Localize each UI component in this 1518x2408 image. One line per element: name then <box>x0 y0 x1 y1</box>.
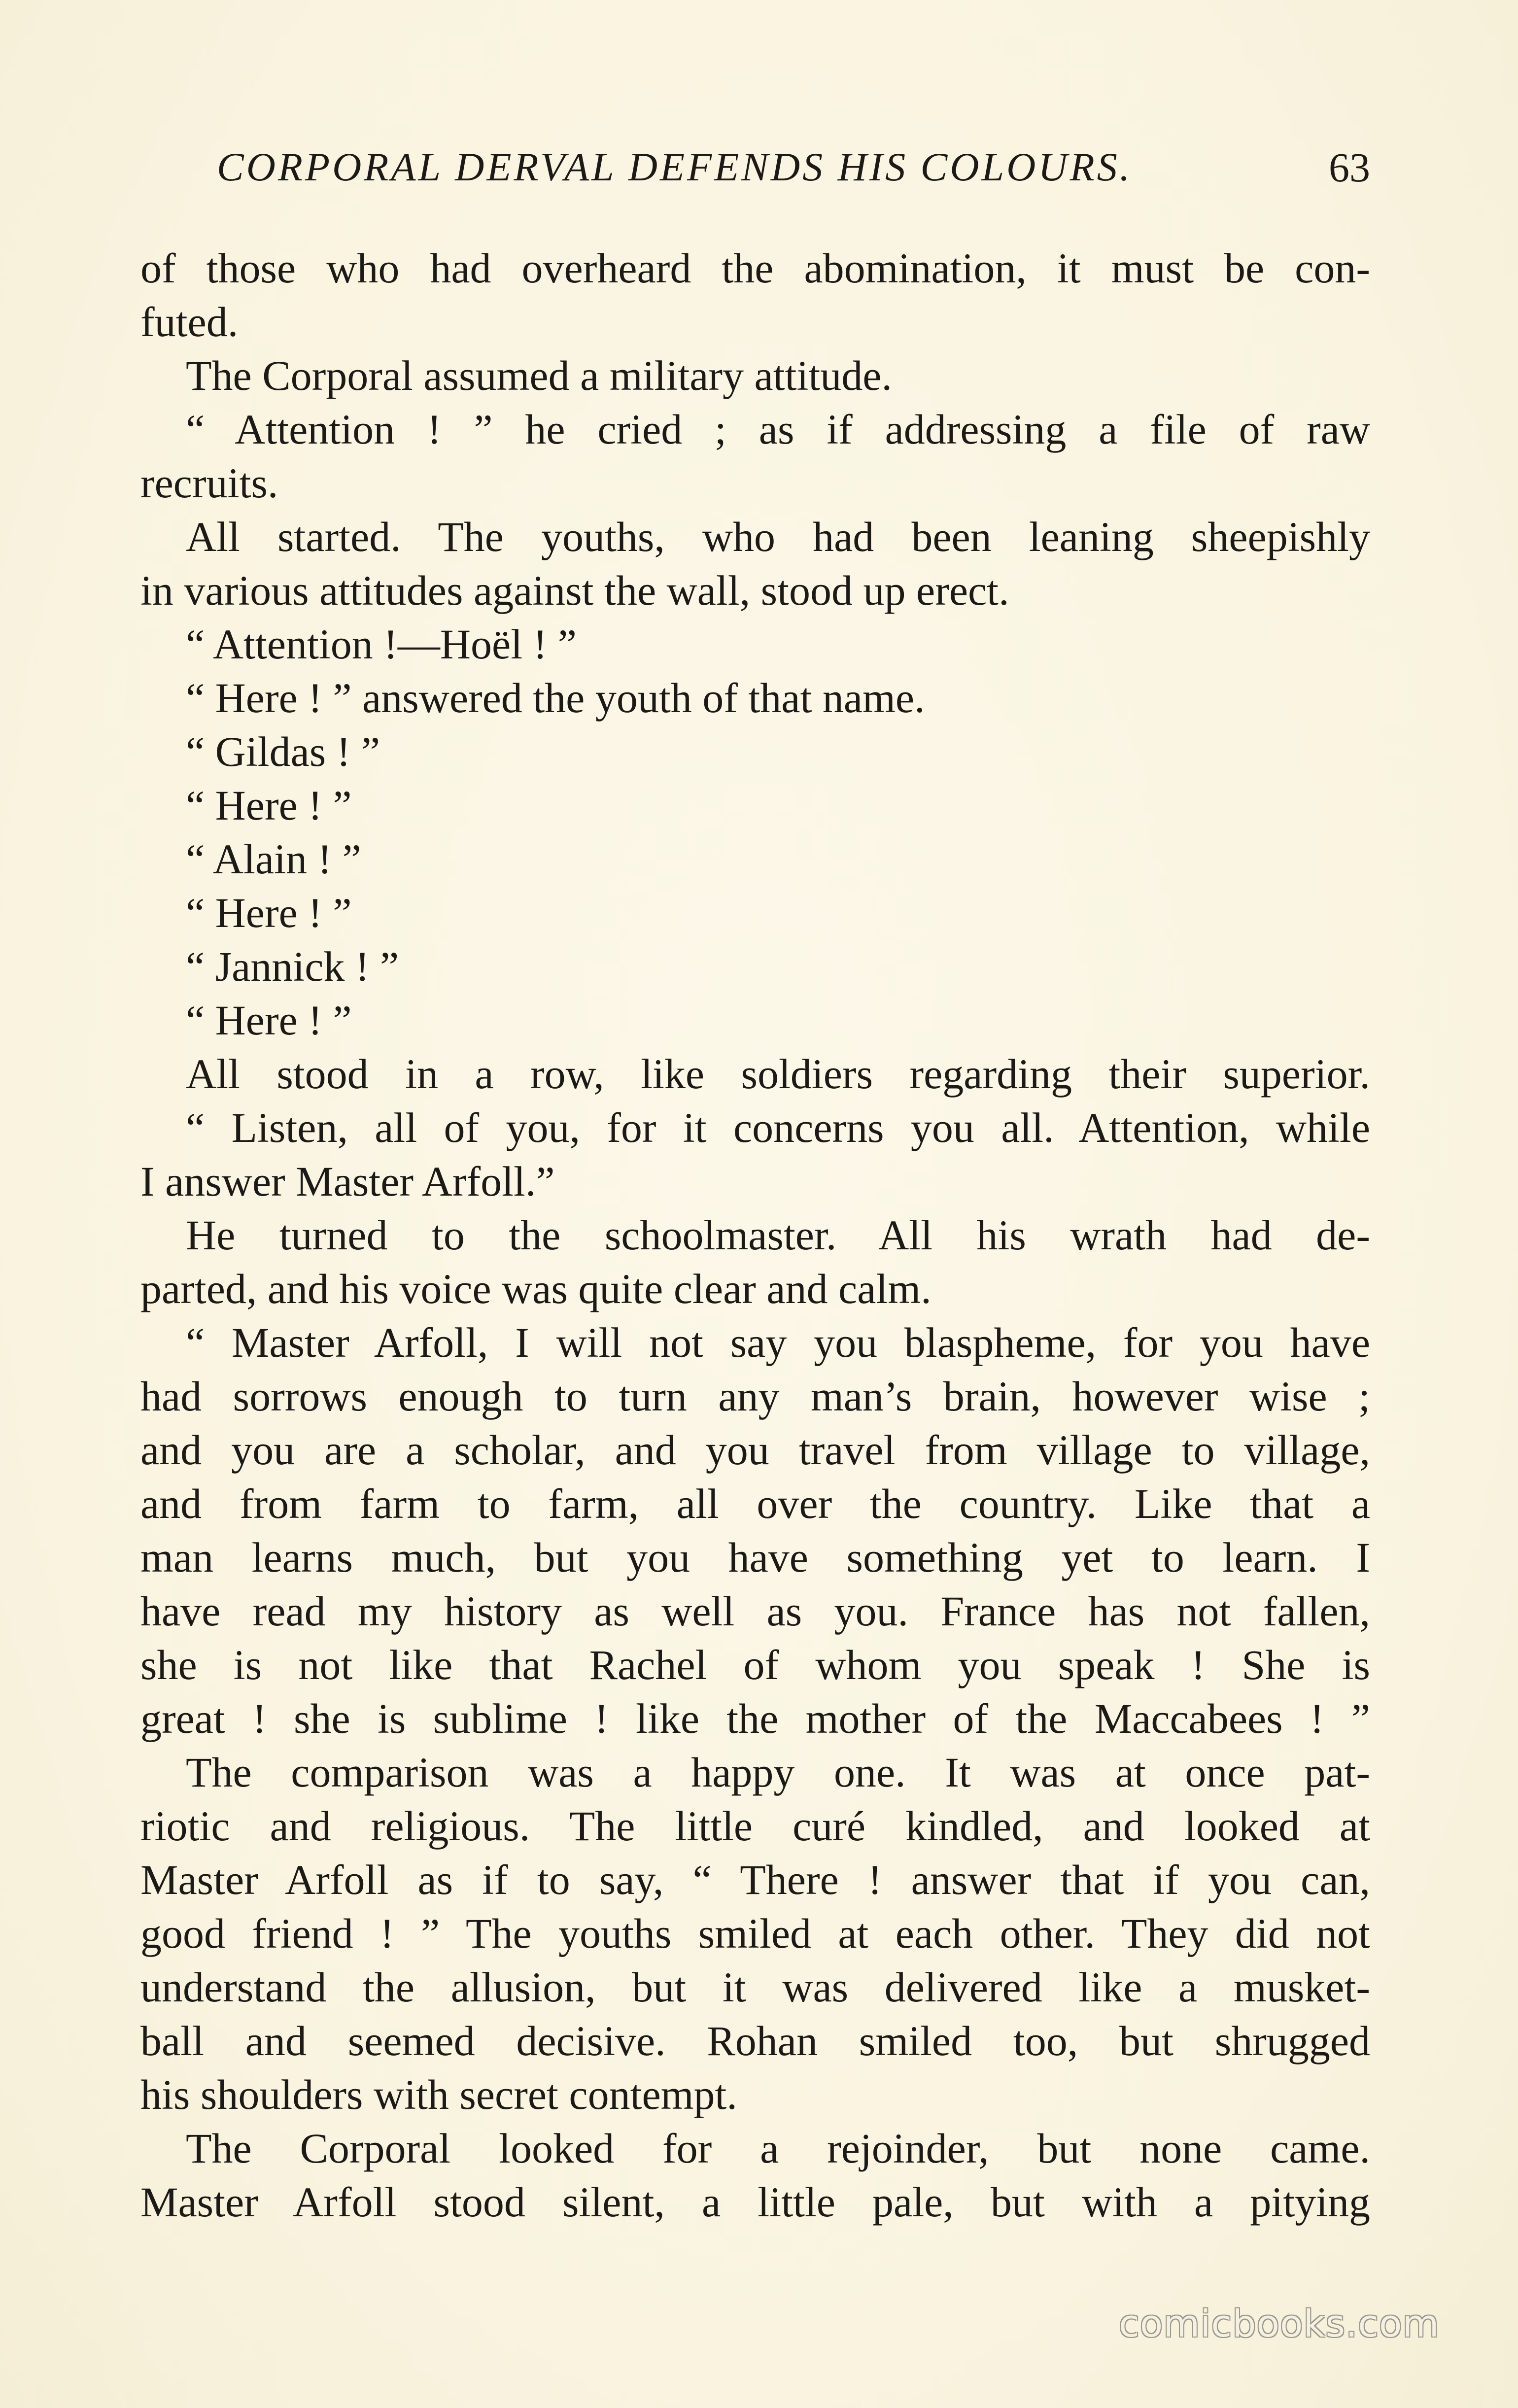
text-line: parted, and his voice was quite clear and calm. <box>140 1265 932 1312</box>
text-line: The Corporal looked for a rejoinder, but none came. <box>186 2125 1370 2172</box>
page-number: 63 <box>1329 145 1370 191</box>
text-line: Master Arfoll stood silent, a little pale, but with a pitying <box>140 2178 1370 2226</box>
text-line: and from farm to farm, all over the country. Like that a <box>140 1480 1370 1527</box>
text-line: “ Here ! ” answered the youth of that name. <box>186 674 925 722</box>
text-line: “ Jannick ! ” <box>186 943 399 990</box>
text-line: The comparison was a happy one. It was at once pat- <box>186 1749 1370 1796</box>
text-line: I answer Master Arfoll.” <box>140 1158 555 1205</box>
text-line: had sorrows enough to turn any man’s brain, however wise ; <box>140 1373 1370 1420</box>
watermark: comicbooks.com <box>1119 2302 1440 2345</box>
running-head <box>217 144 1370 203</box>
text-line: his shoulders with secret contempt. <box>140 2071 737 2118</box>
text-line: “ Attention ! ” he cried ; as if addressing a file of raw <box>186 406 1370 453</box>
text-line: recruits. <box>140 459 278 507</box>
text-line: of those who had overheard the abomination, it must be con- <box>140 244 1370 292</box>
text-line: riotic and religious. The little curé kindled, and looked at <box>140 1802 1370 1850</box>
text-line: “ Master Arfoll, I will not say you blaspheme, for you have <box>186 1319 1370 1366</box>
text-line: All stood in a row, like soldiers regarding their superior. <box>186 1050 1370 1098</box>
text-line: “ Attention !—Hoël ! ” <box>186 620 577 668</box>
text-line: “ Gildas ! ” <box>186 728 380 775</box>
text-line: ball and seemed decisive. Rohan smiled too, but shrugged <box>140 2017 1370 2064</box>
text-line: “ Here ! ” <box>186 997 352 1044</box>
text-line: great ! she is sublime ! like the mother of the Maccabees ! ” <box>140 1695 1370 1742</box>
text-line: she is not like that Rachel of whom you speak ! She is <box>140 1641 1370 1688</box>
text-line: understand the allusion, but it was delivered like a musket- <box>140 1963 1370 2011</box>
body-text <box>140 241 1370 2252</box>
text-line: “ Here ! ” <box>186 889 352 936</box>
text-line: The Corporal assumed a military attitude. <box>186 352 892 399</box>
text-line: good friend ! ” The youths smiled at each other. They did not <box>140 1910 1370 1957</box>
text-line: in various attitudes against the wall, stood up erect. <box>140 567 1009 614</box>
text-line: All started. The youths, who had been leaning sheepishly <box>186 513 1370 560</box>
text-line: “ Alain ! ” <box>186 835 361 883</box>
running-title: CORPORAL DERVAL DEFENDS HIS COLOURS. <box>217 144 1133 189</box>
text-line: “ Listen, all of you, for it concerns you all. Attention, while <box>186 1104 1370 1151</box>
text-line: “ Here ! ” <box>186 782 352 829</box>
text-line: Master Arfoll as if to say, “ There ! answer that if you can, <box>140 1856 1370 1903</box>
text-line: He turned to the schoolmaster. All his wrath had de- <box>186 1211 1370 1259</box>
text-line: and you are a scholar, and you travel from village to village, <box>140 1426 1370 1474</box>
text-line: futed. <box>140 298 239 345</box>
text-line: man learns much, but you have something yet to learn. I <box>140 1534 1370 1581</box>
text-line: have read my history as well as you. France has not fallen, <box>140 1587 1370 1635</box>
